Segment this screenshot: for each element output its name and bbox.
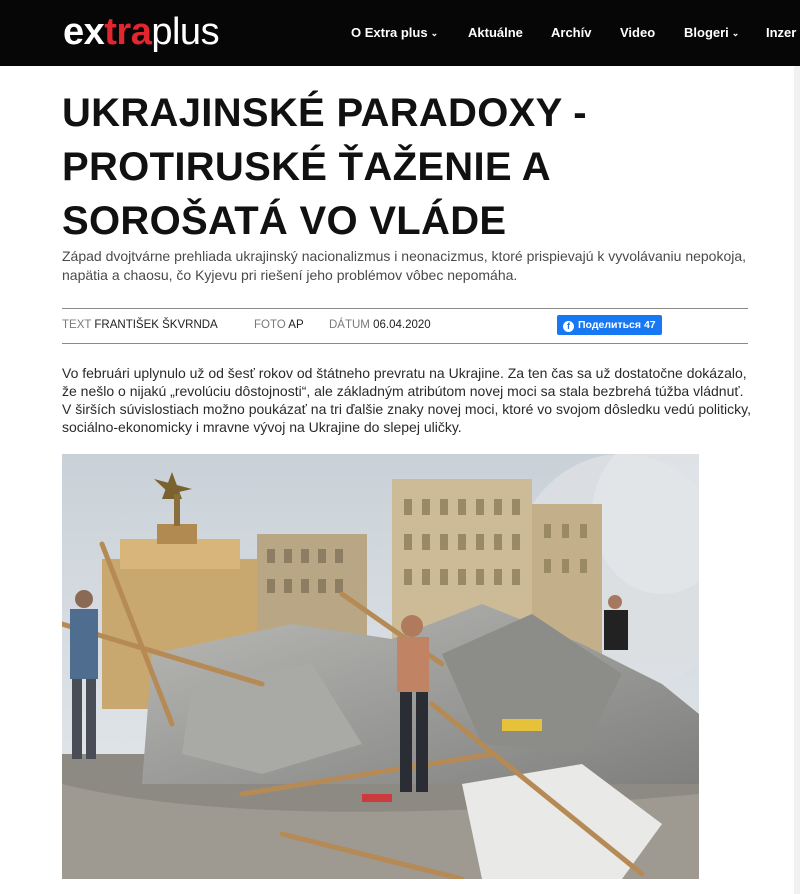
meta-date	[329, 319, 431, 331]
chevron-down-icon: ⌄	[430, 28, 439, 38]
share-count: 47	[643, 319, 656, 331]
meta-date-label: DÁTUM	[329, 319, 370, 331]
article-lede: Západ dvojtvárne prehliada ukrajinský nacionalizmus i neonacizmus, ktoré prispievajú k vyvolávaniu nepokoja, napätia a chaosu, čo Kyjevu pri riešení jeho problémov vôbec nepomáha.	[62, 248, 747, 283]
chevron-down-icon: ⌄	[731, 28, 740, 38]
site-logo[interactable]	[63, 10, 219, 54]
page-scrollbar[interactable]	[794, 66, 800, 894]
nav-item-label: Video	[620, 25, 656, 40]
nav-item-aktualne[interactable]	[468, 24, 523, 42]
nav-item-label: Aktuálne	[468, 25, 523, 40]
facebook-share-button[interactable]	[557, 315, 662, 335]
article-meta	[62, 308, 748, 344]
meta-author	[62, 319, 218, 331]
logo-text-thin: plus	[151, 11, 220, 53]
nav-item-o-extra-plus[interactable]	[351, 24, 438, 42]
nav-item-inzercia[interactable]	[766, 24, 796, 42]
publish-date: 06.04.2020	[373, 319, 431, 331]
article-photo	[62, 454, 699, 879]
logo-text-accent: tra	[104, 11, 152, 53]
article-body: Vo februári uplynulo už od šesť rokov od štátneho prevratu na Ukrajine. Za ten čas sa už dostatočne dokázalo, že nešlo o nijakú „revolúciu dôstojnosti“, ale základným atribútom novej moci sa stala bezbrehá túžba vládnuť. V širších súvislostiach možno poukázať na tri ďalšie znaky novej moci, ktoré vo svojom dôsledku vedú politicky, sociálno-ekonomicky i mravne vývoj na Ukrajine do slepej uličky.	[62, 365, 752, 435]
photo-source: AP	[288, 319, 304, 331]
nav-item-label: Blogeri	[684, 25, 729, 40]
logo-text-part1: ex	[63, 11, 105, 53]
meta-photo	[254, 319, 304, 331]
author-link[interactable]: FRANTIŠEK ŠKVRNDA	[94, 319, 218, 331]
site-header	[0, 0, 800, 66]
nav-item-archiv[interactable]	[551, 24, 591, 42]
nav-item-video[interactable]	[620, 24, 655, 42]
nav-item-label: O Extra plus	[351, 25, 428, 40]
nav-item-blogeri[interactable]	[684, 24, 739, 42]
facebook-icon: f	[563, 321, 574, 332]
nav-item-label: Archív	[551, 25, 592, 40]
protest-camp-photo	[62, 454, 699, 879]
meta-photo-label: FOTO	[254, 319, 286, 331]
meta-author-label: TEXT	[62, 319, 92, 331]
nav-item-label: Inzer	[766, 25, 797, 40]
share-label: Поделиться	[578, 319, 642, 331]
article-title: UKRAJINSKÉ PARADOXY - PROTIRUSKÉ ŤAŽENIE A SOROŠATÁ VO VLÁDE	[62, 91, 587, 243]
